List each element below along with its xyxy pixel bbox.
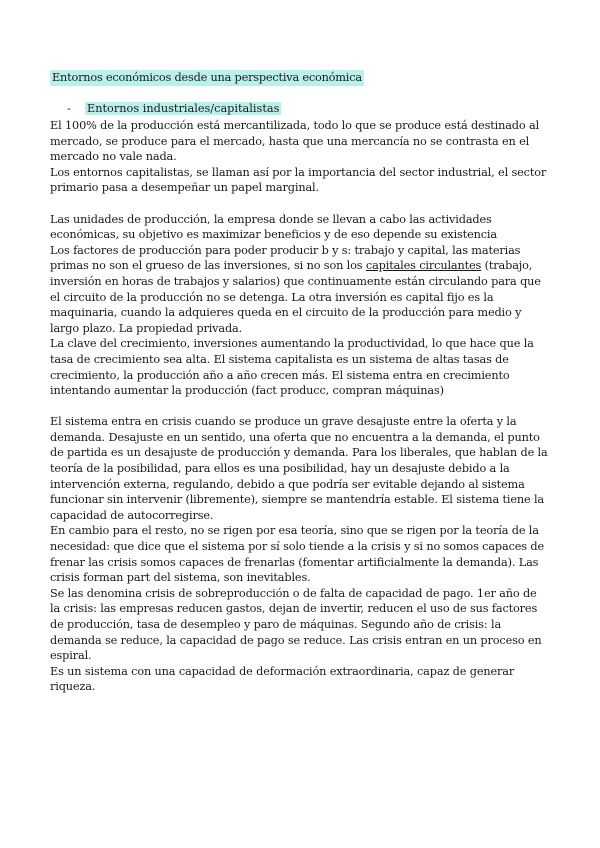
list-dash: - bbox=[67, 102, 71, 115]
section-heading: Entornos industriales/capitalistas bbox=[87, 102, 280, 115]
section-heading-row bbox=[67, 101, 281, 117]
paragraph-spacer bbox=[50, 399, 550, 415]
paragraph-spacer bbox=[50, 196, 550, 212]
document-body bbox=[50, 118, 550, 695]
paragraph-2: Los entornos capitalistas, se llaman así por la importancia del sector industrial, el sector primario pasa a desempeñar un papel marginal. bbox=[50, 165, 547, 195]
paragraph-4 bbox=[50, 243, 550, 337]
paragraph-9: Es un sistema con una capacidad de deformación extraordinaria, capaz de generar riqueza. bbox=[50, 664, 515, 694]
paragraph-4-start: Los factores de producción para poder producir b y s: trabajo y capital, las materias primas no son el grueso de las inversiones, si no son los bbox=[50, 243, 521, 273]
paragraph-4-end: (trabajo, inversión en horas de trabajos y salarios) que continuamente están circulando para que el circuito de la producción no se detenga. La otra inversión es capital fijo es la maquinaria, cuando la adquieres queda en el circuito de la producción para medio y largo plazo. La propiedad privada. bbox=[50, 259, 541, 335]
paragraph-7: En cambio para el resto, no se rigen por esa teoría, sino que se rigen por la teoría de la necesidad: que dice que el sistema por sí solo tiende a la crisis y si no somos capaces de frenar las crisis somos capaces de frenarlas (fomentar artificialmente la demanda). Las crisis forman part del sistema, son inevitables. bbox=[50, 524, 544, 585]
paragraph-3: Las unidades de producción, la empresa donde se llevan a cabo las actividades económicas, su objetivo es maximizar beneficios y de eso depende su existencia bbox=[50, 212, 497, 242]
document-title: Entornos económicos desde una perspectiva económica bbox=[52, 71, 362, 84]
paragraph-6: El sistema entra en crisis cuando se produce un grave desajuste entre la oferta y la demanda. Desajuste en un sentido, una oferta que no encuentra a la demanda, el punto de partida es un desajuste de producción y demanda. Para los liberales, que hablan de la teoría de la posibilidad, para ellos es una posibilidad, hay un desajuste debido a la intervención externa, regulando, debido a que podría ser evitable dejando al sistema funcionar sin intervenir (libremente), siempre se mantendría estable. El sistema tiene la capacidad de autocorregirse. bbox=[50, 415, 548, 522]
paragraph-1: El 100% de la producción está mercantilizada, todo lo que se produce está destinado al mercado, se produce para el mercado, hasta que una mercancía no se contrasta en el mercado no vale nada. bbox=[50, 119, 540, 164]
underlined-term: capitales circulantes bbox=[365, 259, 482, 273]
paragraph-5: La clave del crecimiento, inversiones aumentando la productividad, lo que hace que la tasa de crecimiento sea alta. El sistema capitalista es un sistema de altas tasas de crecimiento, la producción año a año crecen más. El sistema entra en crecimiento intentando aumentar la producción (fact producc, compran máquinas) bbox=[50, 337, 534, 398]
paragraph-8: Se las denomina crisis de sobreproducción o de falta de capacidad de pago. 1er año de la crisis: las empresas reducen gastos, dejan de invertir, reducen el uso de sus factores de producción, tasa de desempleo y paro de máquinas. Segundo año de crisis: la demanda se reduce, la capacidad de pago se reduce. Las crisis entran en un proceso en espiral. bbox=[50, 586, 542, 663]
